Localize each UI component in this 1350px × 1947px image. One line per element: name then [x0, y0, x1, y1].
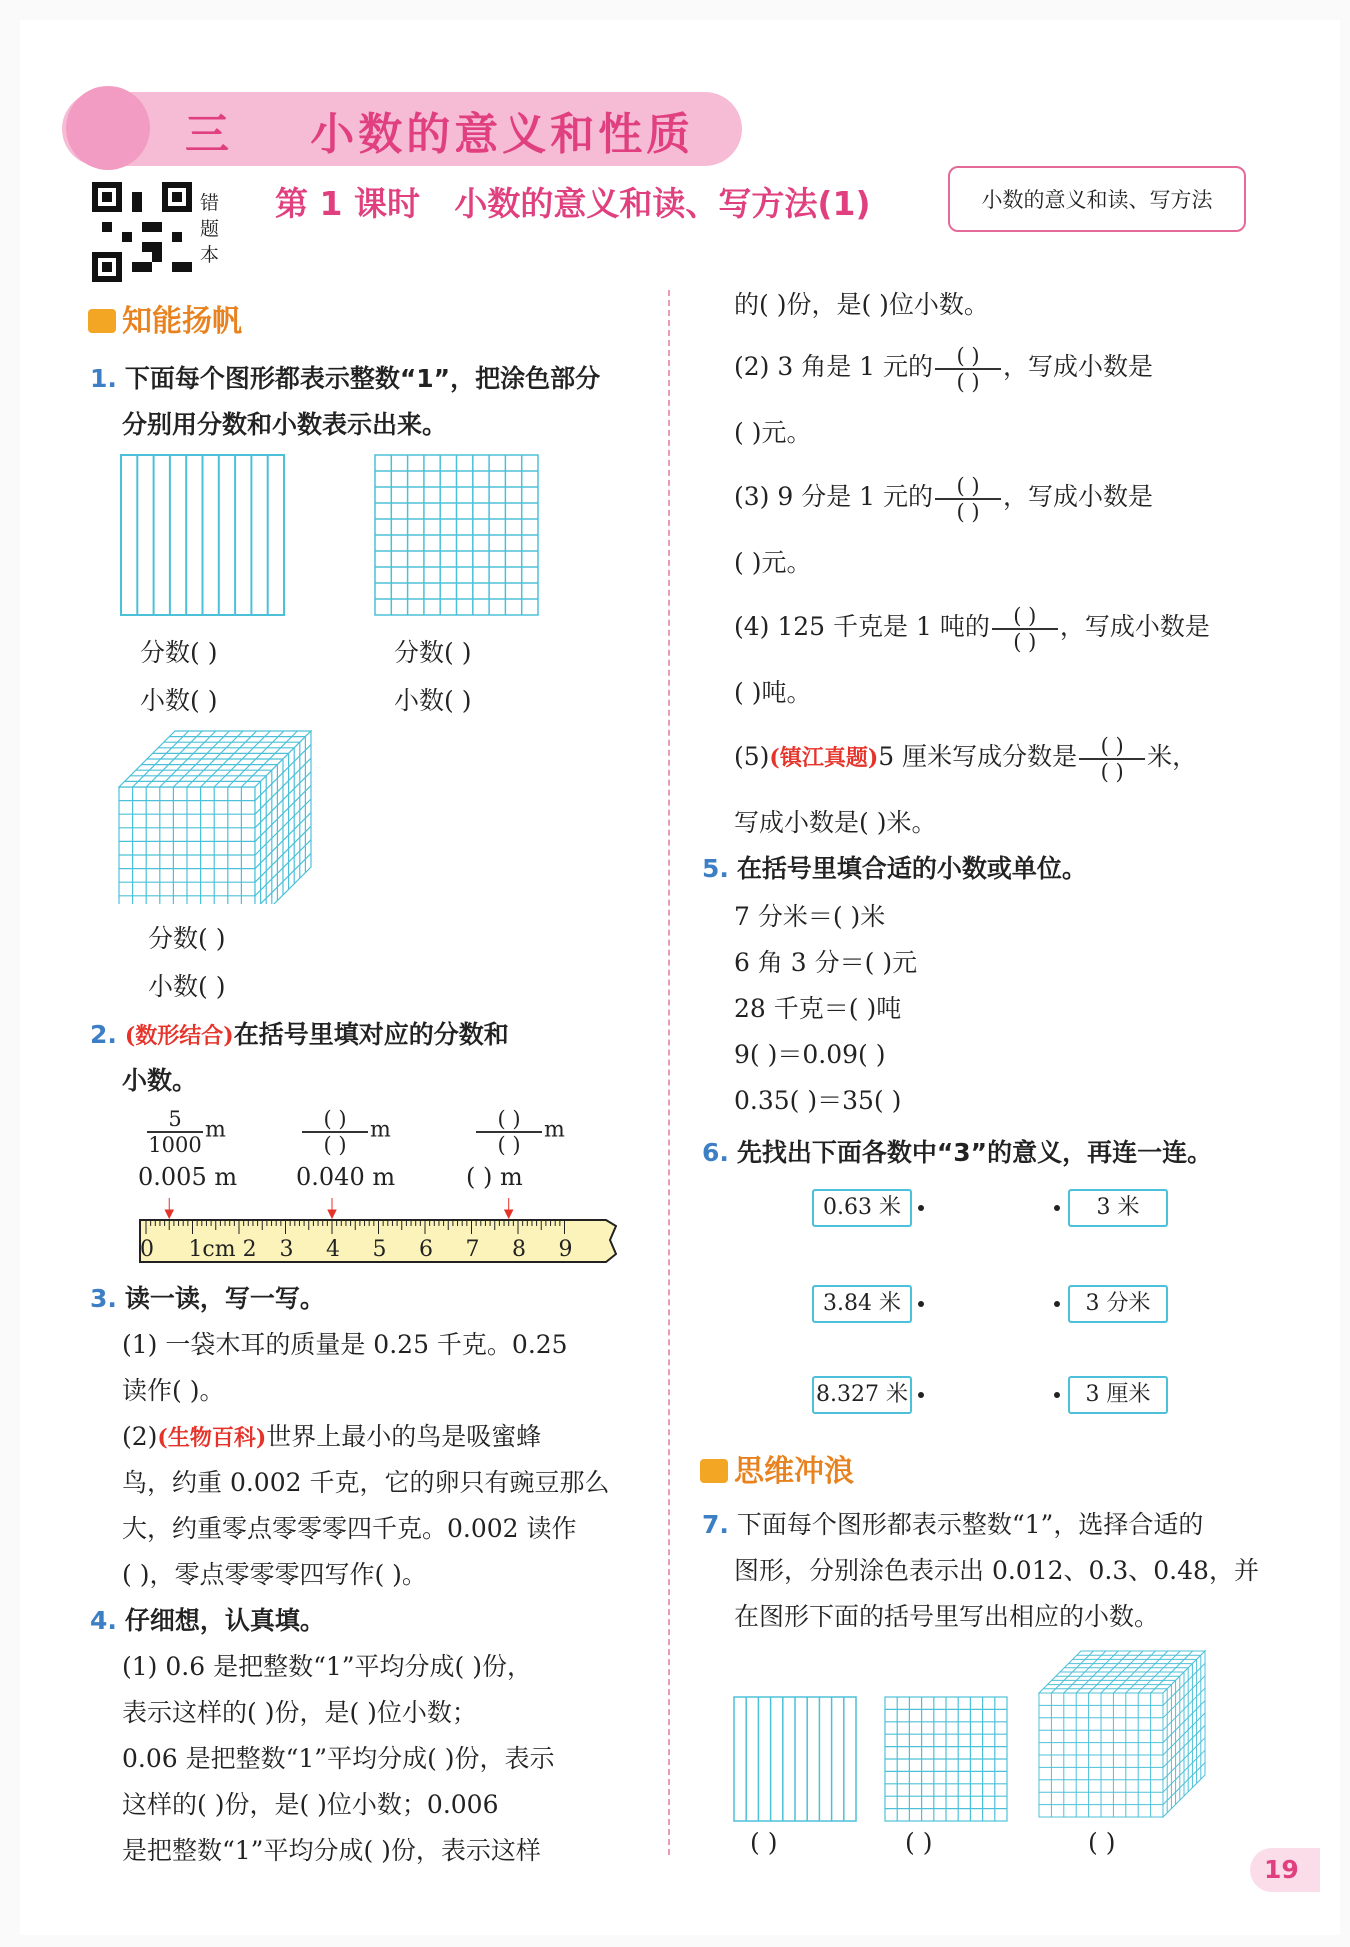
- q2-value-1: 0.005 m: [138, 1163, 238, 1191]
- ruler-label: 3: [279, 1237, 294, 1262]
- q3-l1: (1) 一袋木耳的质量是 0.25 千克。0.25: [122, 1330, 568, 1359]
- q5-title: [702, 846, 1087, 892]
- q6-title-text: 先找出下面各数中“3”的意义，再连一连。: [736, 1138, 1213, 1167]
- fraction: [992, 605, 1058, 653]
- q7-answer-2[interactable]: ( ): [905, 1828, 933, 1857]
- fraction: [302, 1108, 368, 1156]
- numerator: ( ): [1100, 733, 1124, 758]
- fig3-decimal: 小数( ): [148, 972, 226, 1001]
- q4-r2: [734, 344, 1153, 393]
- match-dot-left-2[interactable]: [918, 1301, 924, 1307]
- q3-l6: ( )，零点零零零四写作( )。: [122, 1560, 427, 1589]
- q2-text-a: 在括号里填对应的分数和: [233, 1020, 509, 1049]
- q3-l2: 读作( )。: [122, 1376, 225, 1405]
- sail-icon: [88, 309, 116, 333]
- unit: m: [544, 1117, 565, 1143]
- q5-line-3: 28 千克＝( )吨: [734, 994, 902, 1023]
- q4-r9: 写成小数是( )米。: [734, 808, 937, 837]
- q5-line-1: 7 分米＝( )米: [734, 902, 886, 931]
- lesson-tag: 小数的意义和读、写方法: [948, 166, 1246, 232]
- ruler-label: 6: [419, 1237, 433, 1262]
- q4-r6-post: ，写成小数是: [1059, 612, 1210, 641]
- q3-title: [90, 1276, 325, 1322]
- page-number: 19: [1250, 1848, 1320, 1892]
- denominator: 1000: [148, 1133, 202, 1157]
- q4-l4: 这样的( )份，是( )位小数；0.006: [122, 1790, 499, 1819]
- q3-title-text: 读一读，写一写。: [124, 1284, 325, 1313]
- q3-l5: 大，约重零点零零零四千克。0.002 读作: [122, 1514, 577, 1543]
- q2-line-b: 小数。: [122, 1066, 198, 1095]
- fraction: [147, 1108, 203, 1156]
- q2-number: 2.: [90, 1020, 117, 1049]
- q3-number: 3.: [90, 1284, 117, 1313]
- q7-l1: [702, 1502, 1203, 1548]
- q7-hundredths-figure[interactable]: [884, 1696, 1008, 1822]
- q5-title-text: 在括号里填合适的小数或单位。: [736, 854, 1087, 883]
- match-dot-right-3[interactable]: [1054, 1392, 1060, 1398]
- q6-title: [702, 1130, 1212, 1176]
- section-title: 知能扬帆: [122, 304, 242, 339]
- q2-fraction-1: [145, 1108, 226, 1156]
- q4-title-text: 仔细想，认真填。: [124, 1606, 325, 1635]
- ruler-label: 9: [558, 1237, 573, 1262]
- q7-answer-3[interactable]: ( ): [1088, 1828, 1116, 1857]
- q7-text-1: 下面每个图形都表示整数“1”，选择合适的: [736, 1510, 1204, 1539]
- numerator: ( ): [323, 1107, 347, 1131]
- q3-l3: [122, 1414, 541, 1461]
- fraction: [935, 475, 1001, 523]
- match-left-1[interactable]: 0.63 米: [812, 1189, 912, 1227]
- q2-fraction-3: [474, 1108, 565, 1156]
- denominator: ( ): [1013, 629, 1037, 654]
- fig3-fraction: 分数( ): [148, 924, 226, 953]
- numerator: ( ): [956, 473, 980, 498]
- numerator: ( ): [956, 343, 980, 368]
- q7-tenths-figure[interactable]: [733, 1696, 857, 1822]
- unit: m: [205, 1117, 226, 1143]
- q4-r8-mid: 5 厘米写成分数是: [878, 742, 1078, 771]
- match-left-3[interactable]: 8.327 米: [812, 1376, 912, 1414]
- match-dot-right-2[interactable]: [1054, 1301, 1060, 1307]
- q1-number: 1.: [90, 364, 117, 393]
- q4-l5: 是把整数“1”平均分成( )份，表示这样: [122, 1836, 541, 1865]
- ruler-label: 1cm 2: [188, 1237, 257, 1262]
- denominator: ( ): [497, 1133, 521, 1157]
- ruler-label: 7: [465, 1237, 480, 1262]
- wave-icon: [700, 1459, 728, 1483]
- fig1-fraction: 分数( ): [140, 638, 218, 667]
- section-header-2: [700, 1446, 854, 1490]
- fraction: [476, 1108, 542, 1156]
- q7-thousandths-cube[interactable]: [1038, 1650, 1224, 1820]
- q5-line-4: 9( )＝0.09( ): [734, 1040, 886, 1069]
- numerator: ( ): [1013, 603, 1037, 628]
- q7-l2: 图形，分别涂色表示出 0.012、0.3、0.48，并: [734, 1556, 1259, 1585]
- q4-r8-pre: (5): [734, 742, 770, 771]
- q3-l4: 鸟，约重 0.002 千克，它的卵只有豌豆那么: [122, 1468, 610, 1497]
- fig2-fraction: 分数( ): [394, 638, 472, 667]
- match-dot-right-1[interactable]: [1054, 1205, 1060, 1211]
- qr-code-icon[interactable]: [92, 182, 192, 282]
- q6-number: 6.: [702, 1138, 729, 1167]
- q1-line-a: [90, 356, 600, 402]
- q4-number: 4.: [90, 1606, 117, 1635]
- q2-fraction-2: [300, 1108, 391, 1156]
- q4-r4: [734, 474, 1153, 523]
- match-right-3[interactable]: 3 厘米: [1068, 1376, 1168, 1414]
- match-dot-left-1[interactable]: [918, 1205, 924, 1211]
- q3-tag: (生物百科): [157, 1425, 267, 1451]
- q4-l3: 0.06 是把整数“1”平均分成( )份，表示: [122, 1744, 555, 1773]
- numerator: ( ): [497, 1107, 521, 1131]
- q7-answer-1[interactable]: ( ): [750, 1828, 778, 1857]
- ruler-label: 0: [140, 1237, 154, 1262]
- ruler-label: 5: [372, 1237, 387, 1262]
- q4-r1: 的( )份，是( )位小数。: [734, 290, 989, 319]
- match-right-1[interactable]: 3 米: [1068, 1189, 1168, 1227]
- mascot-icon: [66, 86, 150, 170]
- fraction: [1079, 735, 1145, 783]
- q4-r2-pre: (2) 3 角是 1 元的: [734, 352, 934, 381]
- q4-r8-post: 米，: [1147, 742, 1198, 771]
- q2-tag: (数形结合): [124, 1023, 234, 1049]
- q2-value-3: ( ) m: [466, 1163, 523, 1191]
- numerator: 5: [168, 1107, 182, 1131]
- denominator: ( ): [323, 1133, 347, 1157]
- hundredths-figure: [374, 454, 539, 616]
- q4-l1: (1) 0.6 是把整数“1”平均分成( )份，: [122, 1652, 532, 1681]
- q4-r7: ( )吨。: [734, 678, 812, 707]
- q4-r4-post: ，写成小数是: [1003, 482, 1154, 511]
- ruler-label: 4: [326, 1237, 340, 1262]
- denominator: ( ): [956, 369, 980, 394]
- q7-number: 7.: [702, 1510, 729, 1539]
- match-right-2[interactable]: 3 分米: [1068, 1285, 1168, 1323]
- q4-r4-pre: (3) 9 分是 1 元的: [734, 482, 934, 511]
- q4-r5: ( )元。: [734, 548, 812, 577]
- q4-r8: [734, 734, 1197, 783]
- tenths-figure: [120, 454, 285, 616]
- thousandths-cube: [118, 730, 320, 904]
- q3-l3-post: 世界上最小的鸟是吸蜜蜂: [266, 1422, 542, 1451]
- q4-l2: 表示这样的( )份，是( )位小数；: [122, 1698, 477, 1727]
- fig1-decimal: 小数( ): [140, 686, 218, 715]
- fraction: [935, 345, 1001, 393]
- q4-r2-post: ，写成小数是: [1003, 352, 1154, 381]
- denominator: ( ): [956, 499, 980, 524]
- chapter-title: 三 小数的意义和性质: [185, 109, 695, 160]
- ruler-label: 8: [512, 1237, 526, 1262]
- q3-l3-pre: (2): [122, 1422, 158, 1451]
- match-left-2[interactable]: 3.84 米: [812, 1285, 912, 1323]
- section-title: 思维冲浪: [734, 1454, 854, 1489]
- q4-tag: (镇江真题): [769, 745, 879, 771]
- q2-value-2: 0.040 m: [296, 1163, 396, 1191]
- ruler: [136, 1196, 626, 1266]
- q4-title: [90, 1598, 325, 1644]
- denominator: ( ): [1100, 759, 1124, 784]
- q2-line-a: [90, 1012, 509, 1059]
- match-dot-left-3[interactable]: [918, 1392, 924, 1398]
- q1-line-b: 分别用分数和小数表示出来。: [122, 410, 448, 439]
- column-divider: [668, 290, 670, 1855]
- unit: m: [370, 1117, 391, 1143]
- q4-r3: ( )元。: [734, 418, 812, 447]
- lesson-title: 第 1 课时 小数的意义和读、写方法(1): [275, 184, 871, 223]
- q5-line-5: 0.35( )＝35( ): [734, 1086, 902, 1115]
- qr-label: 错题本: [200, 192, 220, 266]
- q4-r6: [734, 604, 1210, 653]
- section-header-1: [88, 296, 242, 340]
- q5-line-2: 6 角 3 分＝( )元: [734, 948, 918, 977]
- q7-l3: 在图形下面的括号里写出相应的小数。: [734, 1602, 1160, 1631]
- q1-text-a: 下面每个图形都表示整数“1”，把涂色部分: [124, 364, 601, 393]
- q4-r6-pre: (4) 125 千克是 1 吨的: [734, 612, 990, 641]
- fig2-decimal: 小数( ): [394, 686, 472, 715]
- q5-number: 5.: [702, 854, 729, 883]
